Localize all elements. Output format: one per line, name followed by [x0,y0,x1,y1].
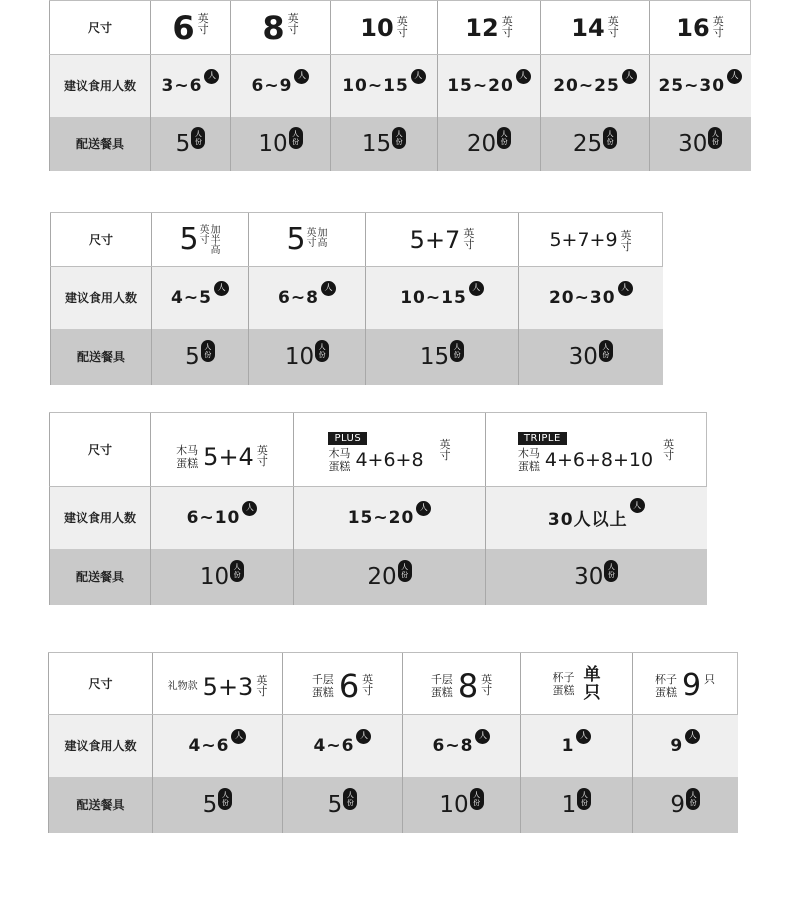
serve-cell [231,117,331,171]
inch-unit: 英 寸 [481,672,493,697]
serve-cell [151,117,231,171]
serve-value: 20 [367,563,397,590]
inch-unit: 英 寸 [501,14,513,39]
serving-icon: 人 份 [315,340,329,362]
size-table-carousel [49,412,707,605]
serving-icon: 人 份 [470,788,484,810]
size-cell [331,1,438,55]
serving-icon: 人 份 [599,340,613,362]
people-cell [541,55,650,117]
inch-unit: 英 寸 [199,225,210,246]
inch-unit: 英 寸 [197,11,209,36]
inch-unit: 英 寸 [256,443,268,468]
people-cell [249,267,366,329]
triple-tag: TRIPLE [518,432,567,445]
label-serve: 配送餐具 [49,777,153,833]
people-cell [151,487,294,549]
size-cell [249,213,366,267]
serving-icon: 人 份 [708,127,722,149]
people-cell [283,715,403,777]
size-value: 5+3 [202,672,254,701]
label-size: 尺寸 [50,413,151,487]
serving-icon: 人 份 [392,127,406,149]
person-icon: 人 [469,281,484,296]
serve-value: 10 [439,791,469,818]
serve-cell [521,777,633,833]
people-value: 25~30 [658,75,726,96]
label-size: 尺寸 [50,1,151,55]
serve-cell [650,117,751,171]
people-value: 4~6 [313,735,355,756]
people-cell [152,267,249,329]
people-value: 15~20 [347,507,415,528]
size-value: 4+6+8+10 [544,449,654,471]
people-cell [486,487,707,549]
size-value: 6 [172,8,195,47]
people-value: 6~10 [186,507,241,528]
person-icon: 人 [630,498,645,513]
person-icon: 人 [416,501,431,516]
serving-icon: 人 份 [191,127,205,149]
size-cell [153,653,283,715]
people-cell [331,55,438,117]
inch-unit: 英 寸 [362,672,374,697]
people-cell [633,715,738,777]
person-icon: 人 [242,501,257,516]
person-icon: 人 [576,729,591,744]
size-prefix: 木马 蛋糕 [517,447,540,473]
size-cell [486,413,707,487]
serving-icon: 人 份 [577,788,591,810]
serve-value: 10 [284,343,315,370]
size-value: 5 [179,221,199,257]
person-icon: 人 [727,69,742,84]
size-cell [151,413,294,487]
people-cell [151,55,231,117]
label-people: 建议食用人数 [50,487,151,549]
person-icon: 人 [475,729,490,744]
size-cell [633,653,738,715]
serve-value: 20 [466,130,497,157]
inch-unit: 英 寸 [663,438,675,462]
size-value: 8 [457,666,479,705]
size-cell [231,1,331,55]
size-value: 14 [571,13,605,42]
size-prefix: 木马 蛋糕 [176,443,199,470]
size-table-round [49,0,751,171]
serve-cell [294,549,486,605]
person-icon: 人 [685,729,700,744]
people-value: 9 [670,735,684,756]
serve-value: 25 [572,130,603,157]
label-people: 建议食用人数 [51,267,152,329]
people-value: 15~20 [447,75,514,96]
label-people: 建议食用人数 [49,715,153,777]
inch-unit: 英 寸 [712,14,724,39]
person-icon: 人 [214,281,229,296]
people-cell [366,267,519,329]
label-people: 建议食用人数 [50,55,151,117]
people-value: 3~6 [161,75,203,96]
people-cell [438,55,541,117]
serve-value: 5 [175,130,191,157]
serve-cell [366,329,519,385]
inch-unit: 英 寸 [620,228,632,253]
size-cell [521,653,633,715]
serving-icon: 人 份 [218,788,232,810]
size-value: 16 [676,13,710,42]
size-value: 单 只 [583,664,601,703]
people-value: 20~30 [548,287,616,308]
size-value: 9 [681,667,702,703]
size-value: 10 [360,13,394,42]
serving-icon: 人 份 [686,788,700,810]
people-cell [650,55,751,117]
serve-cell [331,117,438,171]
person-icon: 人 [618,281,633,296]
serve-value: 5 [327,791,343,818]
size-cell [438,1,541,55]
serve-value: 15 [419,343,450,370]
person-icon: 人 [516,69,531,84]
serve-cell [403,777,521,833]
people-cell [403,715,521,777]
serving-icon: 人 份 [604,560,618,582]
inch-unit: 英 寸 [287,11,299,36]
people-value: 1 [561,735,575,756]
serve-cell [519,329,663,385]
person-icon: 人 [294,69,309,84]
label-size: 尺寸 [49,653,153,715]
size-prefix: 千层 蛋糕 [311,672,334,699]
serve-value: 30 [568,343,598,370]
serving-icon: 人 份 [603,127,617,149]
serve-value: 10 [258,130,288,157]
unit-suffix: 只 [704,672,716,686]
people-cell [521,715,633,777]
size-value: 6 [338,666,360,705]
serve-cell [541,117,650,171]
serving-icon: 人 份 [497,127,511,149]
person-icon: 人 [231,729,246,744]
size-prefix: 木马 蛋糕 [328,447,351,473]
label-serve: 配送餐具 [50,117,151,171]
serve-cell [153,777,283,833]
person-icon: 人 [321,281,336,296]
people-value: 30人以上 [547,510,628,531]
serving-icon: 人 份 [450,340,464,362]
size-note: 加 高 [317,227,328,249]
people-cell [153,715,283,777]
serve-cell [152,329,249,385]
people-value: 20~25 [553,75,620,96]
serve-cell [283,777,403,833]
plus-tag: PLUS [328,432,367,445]
size-prefix: 千层 蛋糕 [430,672,453,699]
serving-icon: 人 份 [343,788,357,810]
serving-icon: 人 份 [289,127,303,149]
person-icon: 人 [411,69,426,84]
people-cell [519,267,663,329]
label-serve: 配送餐具 [50,549,151,605]
people-value: 6~8 [278,287,319,308]
serve-cell [151,549,294,605]
serve-cell [438,117,541,171]
people-value: 10~15 [400,287,467,308]
inch-unit: 英 寸 [439,438,451,462]
serve-cell [486,549,707,605]
label-serve: 配送餐具 [51,329,152,385]
size-value: 12 [465,13,499,42]
size-cell [283,653,403,715]
size-value: 5+4 [203,442,254,471]
people-value: 10~15 [342,75,409,96]
size-cell [650,1,751,55]
serve-cell [633,777,738,833]
serve-value: 15 [361,130,392,157]
size-value: 5+7+9 [549,228,618,251]
size-cell [541,1,650,55]
serve-cell [249,329,366,385]
person-icon: 人 [204,69,219,84]
size-cell [151,1,231,55]
size-cell [294,413,486,487]
serve-value: 9 [670,791,686,818]
serving-icon: 人 份 [230,560,244,582]
size-cell [519,213,663,267]
serving-icon: 人 份 [201,340,215,362]
size-prefix: 杯子 蛋糕 [654,672,677,699]
person-icon: 人 [356,729,371,744]
people-cell [231,55,331,117]
size-value: 5 [286,221,306,257]
people-value: 6~9 [251,75,293,96]
inch-unit: 英 寸 [463,226,475,251]
serve-value: 5 [185,343,200,370]
inch-unit: 英 寸 [396,14,408,39]
people-cell [294,487,486,549]
serve-value: 10 [199,563,230,590]
size-value: 4+6+8 [355,449,424,471]
size-prefix: 礼物款 [167,681,198,692]
serve-value: 30 [574,563,604,590]
people-value: 6~8 [432,735,474,756]
size-cell [366,213,519,267]
label-size: 尺寸 [51,213,152,267]
size-table-special [48,652,738,833]
person-icon: 人 [622,69,637,84]
serve-value: 30 [678,130,708,157]
inch-unit: 英 寸 [607,14,619,39]
inch-unit: 英 寸 [306,227,317,249]
serving-icon: 人 份 [398,560,412,582]
serve-value: 1 [561,791,577,818]
size-value: 5+7 [409,225,461,254]
size-value: 8 [262,8,285,47]
size-cell [152,213,249,267]
size-note: 加 半 高 [210,225,221,256]
size-prefix: 杯子 蛋糕 [552,670,575,697]
people-value: 4~5 [171,287,212,308]
size-table-tiered [50,212,663,385]
serve-value: 5 [202,791,218,818]
people-value: 4~6 [188,735,230,756]
size-cell [403,653,521,715]
inch-unit: 英 寸 [256,673,268,698]
